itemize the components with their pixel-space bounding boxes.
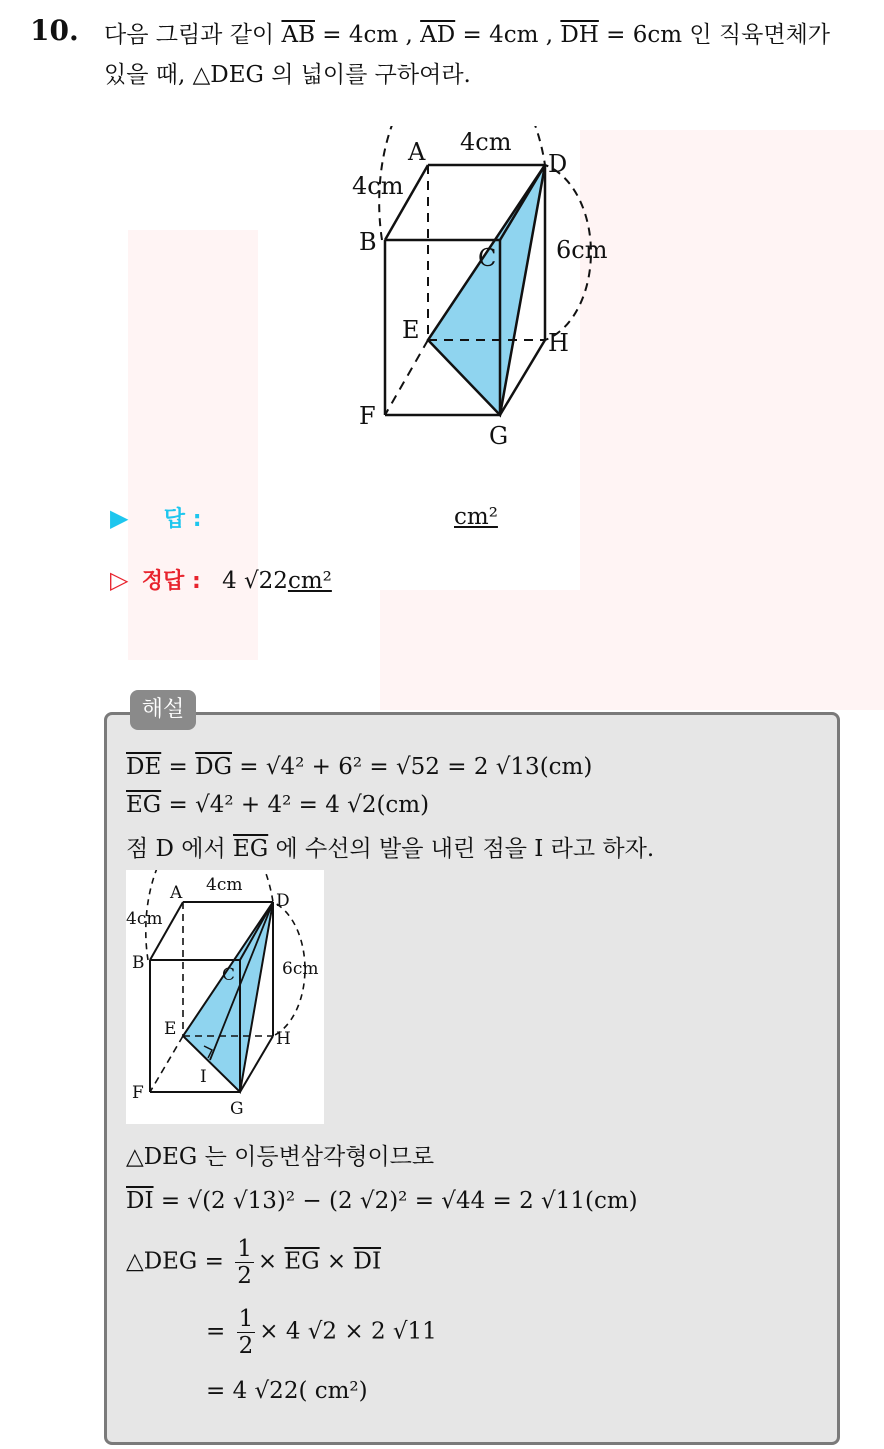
explanation-line-8: = 4 √22( cm²) — [206, 1378, 368, 1404]
explanation-text: 에 수선의 발을 내린 점을 I 라고 하자. — [268, 836, 655, 862]
fraction-num: 1 — [237, 1236, 252, 1262]
explanation-line-6: △DEG = $\frac{1}{2}$ × $\overline{EG} \times \overline{DI}$ — [126, 1236, 382, 1289]
correct-answer-value: 4 √22 — [222, 568, 288, 594]
label-c: C — [478, 244, 497, 272]
explanation-line-2 — [126, 792, 429, 818]
play-arrow-icon: ▶ — [110, 504, 129, 532]
segment-eg: $\overline{EG}$ — [126, 792, 162, 818]
label-h: H — [548, 329, 569, 357]
label-a: A — [170, 883, 183, 903]
label-ab-length: 4cm — [126, 909, 163, 929]
explanation-text: × 4 √2 × 2 √11 — [259, 1318, 437, 1345]
fraction-half — [235, 1236, 254, 1289]
explanation-text: = √(2 √13)² − (2 √2)² = √44 = 2 √11(cm) — [153, 1188, 638, 1214]
question-line-1 — [104, 16, 830, 49]
question-number: 10. — [30, 14, 79, 47]
explanation-line-4: △DEG 는 이등변삼각형이므로 — [126, 1144, 435, 1170]
label-g: G — [230, 1099, 244, 1119]
answer-row — [110, 502, 202, 533]
answer-label: 답 : — [163, 507, 202, 532]
segment-dh: $\overline{DH}$ — [560, 22, 599, 48]
label-ad-length: 4cm — [206, 875, 243, 895]
label-c: C — [222, 965, 236, 985]
label-e: E — [402, 316, 420, 344]
segment-dg: $\overline{DG}$ — [195, 754, 232, 780]
explanation-text: 점 D 에서 — [126, 836, 234, 862]
question-text: = 4cm , — [455, 22, 561, 48]
fraction-den: 2 — [237, 1263, 252, 1289]
label-f: F — [359, 402, 376, 430]
label-a: A — [408, 138, 426, 166]
label-b: B — [359, 228, 377, 256]
correct-answer-row — [110, 564, 332, 595]
label-g: G — [489, 422, 509, 450]
segment-eg: $\overline{EG}$ — [233, 836, 269, 862]
label-d: D — [548, 150, 568, 178]
answer-unit-text: cm² — [454, 504, 498, 530]
triangle-deg — [428, 165, 545, 415]
background-tint — [380, 590, 580, 710]
correct-answer-label: 정답 : — [141, 569, 201, 594]
segment-di: $\overline{DI}$ — [126, 1188, 154, 1214]
explanation-line-5 — [126, 1188, 638, 1214]
question-text: = 6cm 인 직육면체가 — [598, 22, 831, 48]
label-ab-length: 4cm — [352, 172, 404, 200]
cuboid-figure — [340, 126, 620, 456]
label-dh-length: 6cm — [556, 236, 608, 264]
answer-unit — [454, 504, 498, 530]
explanation-text: △DEG = — [126, 1248, 232, 1275]
label-dh-length: 6cm — [282, 959, 319, 979]
segment-ad: $\overline{AD}$ — [420, 22, 456, 48]
fraction-den: 2 — [238, 1333, 254, 1359]
label-f: F — [132, 1083, 144, 1103]
label-d: D — [276, 891, 290, 911]
explanation-tag: 해설 — [130, 690, 196, 730]
label-b: B — [132, 953, 145, 973]
question-line-2: 있을 때, △DEG 의 넓이를 구하여라. — [104, 62, 471, 88]
question-text: 다음 그림과 같이 — [104, 22, 282, 48]
segment-eg: $\overline{EG}$ — [284, 1248, 320, 1275]
outline-arrow-icon: ▷ — [110, 566, 129, 594]
label-ad-length: 4cm — [460, 128, 512, 156]
background-tint — [580, 130, 884, 710]
label-e: E — [164, 1019, 177, 1039]
segment-di: $\overline{DI}$ — [353, 1248, 382, 1275]
explanation-line-1: $\overline{DE} = \overline{DG} = √4^2 + 6^2 = √52 = 2$ √13(cm) — [126, 754, 593, 780]
explanation-text: = √4² + 6² = √52 = 2 √13(cm) — [231, 754, 593, 780]
segment-de: $\overline{DE}$ — [126, 754, 162, 780]
background-tint — [128, 230, 258, 660]
edge-ef-hidden — [385, 340, 428, 415]
label-h: H — [276, 1029, 291, 1049]
explanation-line-7: = $\frac{1}{2}$ × 4 √2 × 2 √11 — [206, 1306, 437, 1359]
explanation-line-3 — [126, 830, 654, 863]
label-i: I — [200, 1067, 207, 1087]
triangle-deg — [183, 902, 273, 1092]
fraction-half — [237, 1306, 256, 1359]
explanation-text: = √4² + 4² = 4 √2(cm) — [161, 792, 430, 818]
correct-answer-unit: cm² — [287, 568, 332, 594]
question-text: = 4cm , — [314, 22, 421, 48]
cuboid-figure-with-i — [126, 870, 324, 1124]
fraction-num: 1 — [238, 1306, 254, 1332]
segment-ab: $\overline{AB}$ — [281, 22, 315, 48]
